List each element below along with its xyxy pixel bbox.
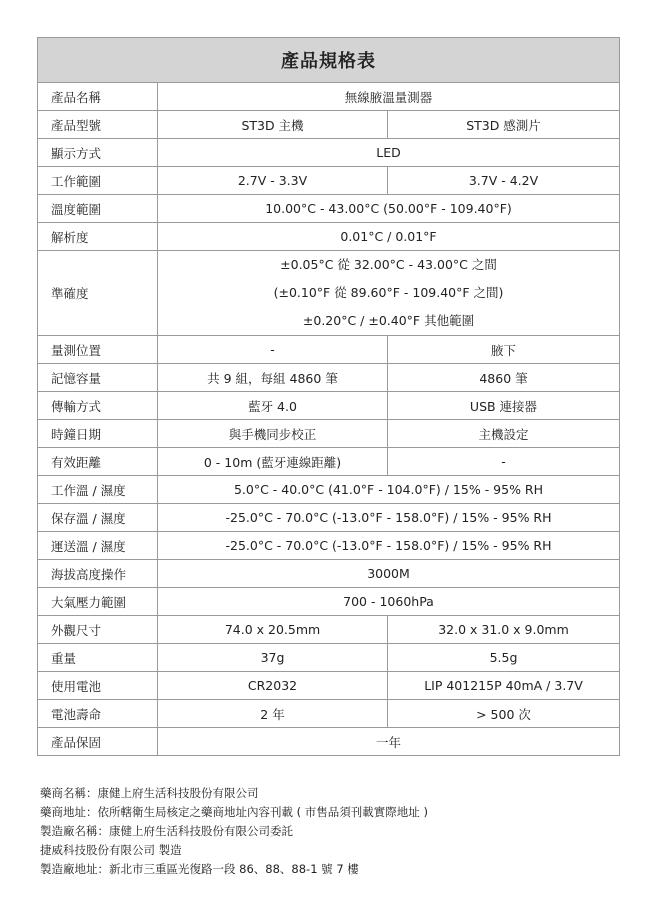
spec-value-sensor: 3.7V - 4.2V — [388, 167, 620, 195]
note-line: 捷威科技股份有限公司 製造 — [40, 843, 182, 857]
spec-row — [38, 83, 620, 111]
spec-value-sensor: LIP 401215P 40mA / 3.7V — [388, 672, 620, 700]
spec-value: 無線腋溫量測器 — [158, 83, 620, 111]
spec-value-host: 37g — [158, 644, 388, 672]
spec-label: 產品名稱 — [38, 83, 158, 111]
spec-row — [38, 476, 620, 504]
spec-row — [38, 644, 620, 672]
spec-value — [158, 251, 620, 336]
spec-value: 700 - 1060hPa — [158, 588, 620, 616]
spec-label: 保存溫 / 濕度 — [38, 504, 158, 532]
spec-value: 0.01°C / 0.01°F — [158, 223, 620, 251]
spec-value-host: 與手機同步校正 — [158, 420, 388, 448]
spec-label: 顯示方式 — [38, 139, 158, 167]
spec-label: 解析度 — [38, 223, 158, 251]
spec-value-host: 2 年 — [158, 700, 388, 728]
manufacturer-notes — [40, 784, 428, 879]
spec-row — [38, 223, 620, 251]
spec-row — [38, 672, 620, 700]
spec-label: 記憶容量 — [38, 364, 158, 392]
spec-value-sensor: 主機設定 — [388, 420, 620, 448]
accuracy-line: (±0.10°F 從 89.60°F - 109.40°F 之間) — [273, 285, 504, 300]
spec-value-host: ST3D 主機 — [158, 111, 388, 139]
spec-row — [38, 167, 620, 195]
spec-value: 10.00°C - 43.00°C (50.00°F - 109.40°F) — [158, 195, 620, 223]
spec-value: 一年 — [158, 728, 620, 756]
spec-row — [38, 728, 620, 756]
spec-row — [38, 532, 620, 560]
spec-row — [38, 364, 620, 392]
spec-label: 傳輸方式 — [38, 392, 158, 420]
spec-row — [38, 560, 620, 588]
spec-label: 外觀尺寸 — [38, 616, 158, 644]
spec-value-host: 0 - 10m (藍牙連線距離) — [158, 448, 388, 476]
note-line: 藥商地址：依所轄衛生局核定之藥商地址內容刊載 ( 市售品須刊載實際地址 ) — [40, 805, 428, 819]
spec-label: 電池壽命 — [38, 700, 158, 728]
spec-value: -25.0°C - 70.0°C (-13.0°F - 158.0°F) / 15% - 95% RH — [158, 532, 620, 560]
spec-label: 時鐘日期 — [38, 420, 158, 448]
spec-label: 海拔高度操作 — [38, 560, 158, 588]
spec-value-host: CR2032 — [158, 672, 388, 700]
spec-row — [38, 251, 620, 336]
spec-value-host: - — [158, 336, 388, 364]
spec-value: -25.0°C - 70.0°C (-13.0°F - 158.0°F) / 15% - 95% RH — [158, 504, 620, 532]
spec-value: 5.0°C - 40.0°C (41.0°F - 104.0°F) / 15% - 95% RH — [158, 476, 620, 504]
spec-row — [38, 504, 620, 532]
spec-row — [38, 700, 620, 728]
spec-value-host: 藍牙 4.0 — [158, 392, 388, 420]
spec-label: 工作範圍 — [38, 167, 158, 195]
spec-value-sensor: USB 連接器 — [388, 392, 620, 420]
spec-row — [38, 588, 620, 616]
spec-label: 有效距離 — [38, 448, 158, 476]
spec-label: 工作溫 / 濕度 — [38, 476, 158, 504]
spec-value-sensor: 5.5g — [388, 644, 620, 672]
spec-label: 準確度 — [38, 251, 158, 336]
note-line: 製造廠名稱：康健上府生活科技股份有限公司委託 — [40, 824, 293, 838]
spec-row — [38, 448, 620, 476]
spec-value-host: 共 9 組，每組 4860 筆 — [158, 364, 388, 392]
spec-row — [38, 195, 620, 223]
spec-value-sensor: ST3D 感測片 — [388, 111, 620, 139]
spec-value: 3000M — [158, 560, 620, 588]
spec-row — [38, 392, 620, 420]
accuracy-line: ±0.20°C / ±0.40°F 其他範圍 — [302, 313, 475, 328]
spec-row — [38, 139, 620, 167]
spec-row — [38, 111, 620, 139]
spec-label: 重量 — [38, 644, 158, 672]
spec-label: 量測位置 — [38, 336, 158, 364]
spec-row — [38, 616, 620, 644]
spec-value-sensor: - — [388, 448, 620, 476]
spec-table — [37, 37, 620, 756]
spec-label: 溫度範圍 — [38, 195, 158, 223]
spec-label: 使用電池 — [38, 672, 158, 700]
spec-label: 運送溫 / 濕度 — [38, 532, 158, 560]
spec-row — [38, 336, 620, 364]
spec-label: 大氣壓力範圍 — [38, 588, 158, 616]
spec-value-sensor: > 500 次 — [388, 700, 620, 728]
note-line: 製造廠地址：新北市三重區光復路一段 86、88、88-1 號 7 樓 — [40, 862, 359, 876]
spec-value-sensor: 32.0 x 31.0 x 9.0mm — [388, 616, 620, 644]
note-line: 藥商名稱：康健上府生活科技股份有限公司 — [40, 786, 259, 800]
spec-value-host: 74.0 x 20.5mm — [158, 616, 388, 644]
spec-label: 產品型號 — [38, 111, 158, 139]
spec-value: LED — [158, 139, 620, 167]
spec-value-host: 2.7V - 3.3V — [158, 167, 388, 195]
accuracy-line: ±0.05°C 從 32.00°C - 43.00°C 之間 — [280, 257, 497, 272]
spec-row — [38, 420, 620, 448]
spec-value-sensor: 腋下 — [388, 336, 620, 364]
spec-label: 產品保固 — [38, 728, 158, 756]
spec-value-sensor: 4860 筆 — [388, 364, 620, 392]
table-title: 產品規格表 — [38, 38, 620, 83]
